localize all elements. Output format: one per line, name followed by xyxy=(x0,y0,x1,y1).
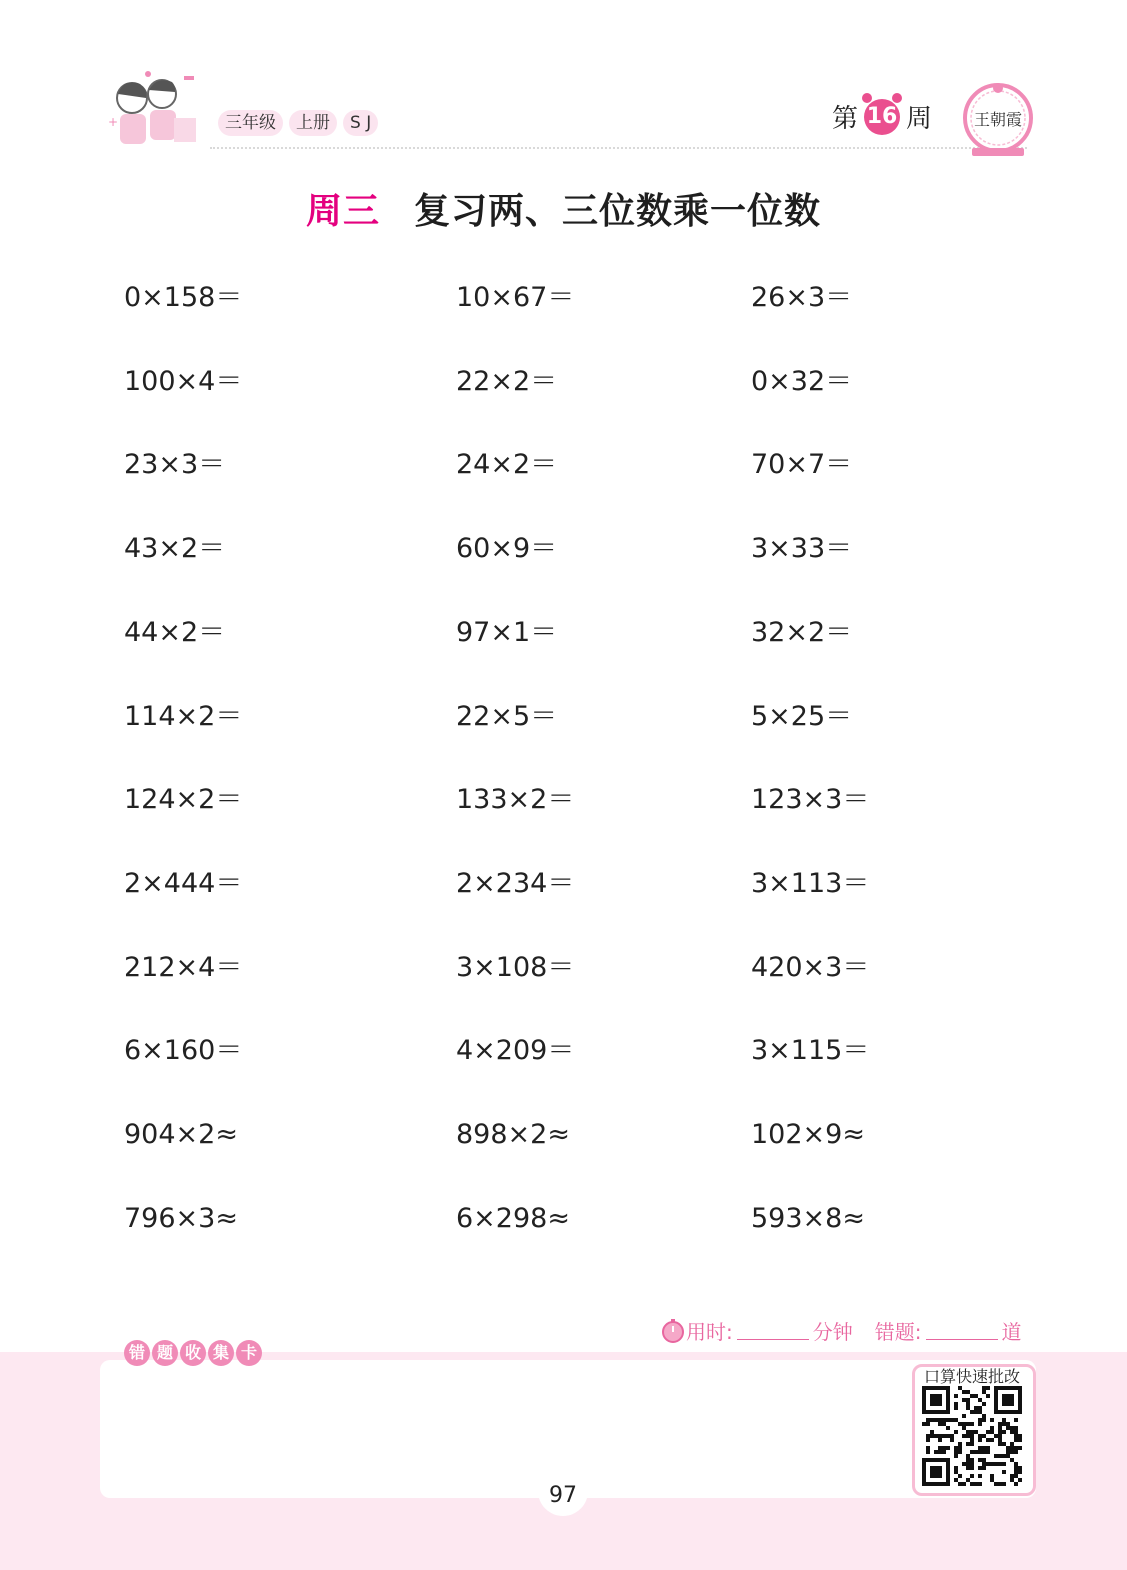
math-problem: 26×3＝ xyxy=(751,282,853,313)
time-record xyxy=(660,1316,1022,1345)
math-problem: 43×2＝ xyxy=(124,533,226,564)
math-problem: 102×9≈ xyxy=(751,1119,865,1150)
svg-text:+: + xyxy=(108,115,119,129)
math-problem: 24×2＝ xyxy=(456,449,558,480)
math-problem: 420×3＝ xyxy=(751,952,870,983)
error-card-title xyxy=(124,1340,262,1366)
header-divider xyxy=(210,147,1027,149)
week-prefix: 第 xyxy=(832,104,859,134)
children-illustration xyxy=(104,68,204,156)
math-problem: 2×444＝ xyxy=(124,868,243,899)
edition-tag: S J xyxy=(343,110,378,136)
errors-unit: 道 xyxy=(1001,1320,1022,1344)
qr-label: 口算快速批改 xyxy=(924,1367,1021,1386)
math-problem: 22×5＝ xyxy=(456,701,558,732)
math-problem: 6×298≈ xyxy=(456,1203,570,1234)
errors-blank[interactable] xyxy=(926,1321,998,1340)
grade-tags xyxy=(218,110,378,136)
math-problem: 904×2≈ xyxy=(124,1119,238,1150)
time-unit: 分钟 xyxy=(812,1320,853,1344)
qr-code-icon[interactable] xyxy=(922,1386,1022,1486)
week-suffix: 周 xyxy=(906,104,933,134)
card-title-char: 集 xyxy=(208,1340,234,1366)
math-problem: 593×8≈ xyxy=(751,1203,865,1234)
math-problem: 0×32＝ xyxy=(751,366,853,397)
math-problem: 212×4＝ xyxy=(124,952,243,983)
week-indicator xyxy=(832,98,932,135)
math-problem: 3×33＝ xyxy=(751,533,853,564)
math-problem: 3×113＝ xyxy=(751,868,870,899)
card-title-char: 错 xyxy=(124,1340,150,1366)
math-problem: 114×2＝ xyxy=(124,701,243,732)
math-problem: 4×209＝ xyxy=(456,1035,575,1066)
errors-label: 错题: xyxy=(874,1320,922,1344)
math-problem: 97×1＝ xyxy=(456,617,558,648)
math-problem: 22×2＝ xyxy=(456,366,558,397)
math-problem: 70×7＝ xyxy=(751,449,853,480)
card-title-char: 收 xyxy=(180,1340,206,1366)
math-problem: 0×158＝ xyxy=(124,282,243,313)
week-number-badge: 16 xyxy=(864,99,900,135)
time-label: 用时: xyxy=(686,1320,733,1344)
math-problem: 10×67＝ xyxy=(456,282,575,313)
card-title-char: 卡 xyxy=(236,1340,262,1366)
math-problem: 60×9＝ xyxy=(456,533,558,564)
math-problem: 123×3＝ xyxy=(751,784,870,815)
math-problem: 5×25＝ xyxy=(751,701,853,732)
math-problem: 6×160＝ xyxy=(124,1035,243,1066)
math-problem: 100×4＝ xyxy=(124,366,243,397)
math-problem: 2×234＝ xyxy=(456,868,575,899)
stopwatch-icon xyxy=(660,1318,686,1344)
math-problem: 3×108＝ xyxy=(456,952,575,983)
math-problem: 898×2≈ xyxy=(456,1119,570,1150)
title-topic: 复习两、三位数乘一位数 xyxy=(414,191,822,232)
math-problem: 124×2＝ xyxy=(124,784,243,815)
volume-tag: 上册 xyxy=(289,110,337,136)
author-seal-logo xyxy=(960,78,1036,160)
math-problem: 3×115＝ xyxy=(751,1035,870,1066)
math-problem: 796×3≈ xyxy=(124,1203,238,1234)
math-problem: 44×2＝ xyxy=(124,617,226,648)
time-blank[interactable] xyxy=(737,1321,809,1340)
page-number: 97 xyxy=(538,1476,588,1516)
math-problem: 32×2＝ xyxy=(751,617,853,648)
svg-text:王朝霞: 王朝霞 xyxy=(973,110,1023,129)
card-title-char: 题 xyxy=(152,1340,178,1366)
page-title xyxy=(0,183,1127,234)
grade-tag: 三年级 xyxy=(218,110,283,136)
math-problem: 133×2＝ xyxy=(456,784,575,815)
math-problem: 23×3＝ xyxy=(124,449,226,480)
title-day: 周三 xyxy=(305,191,380,232)
